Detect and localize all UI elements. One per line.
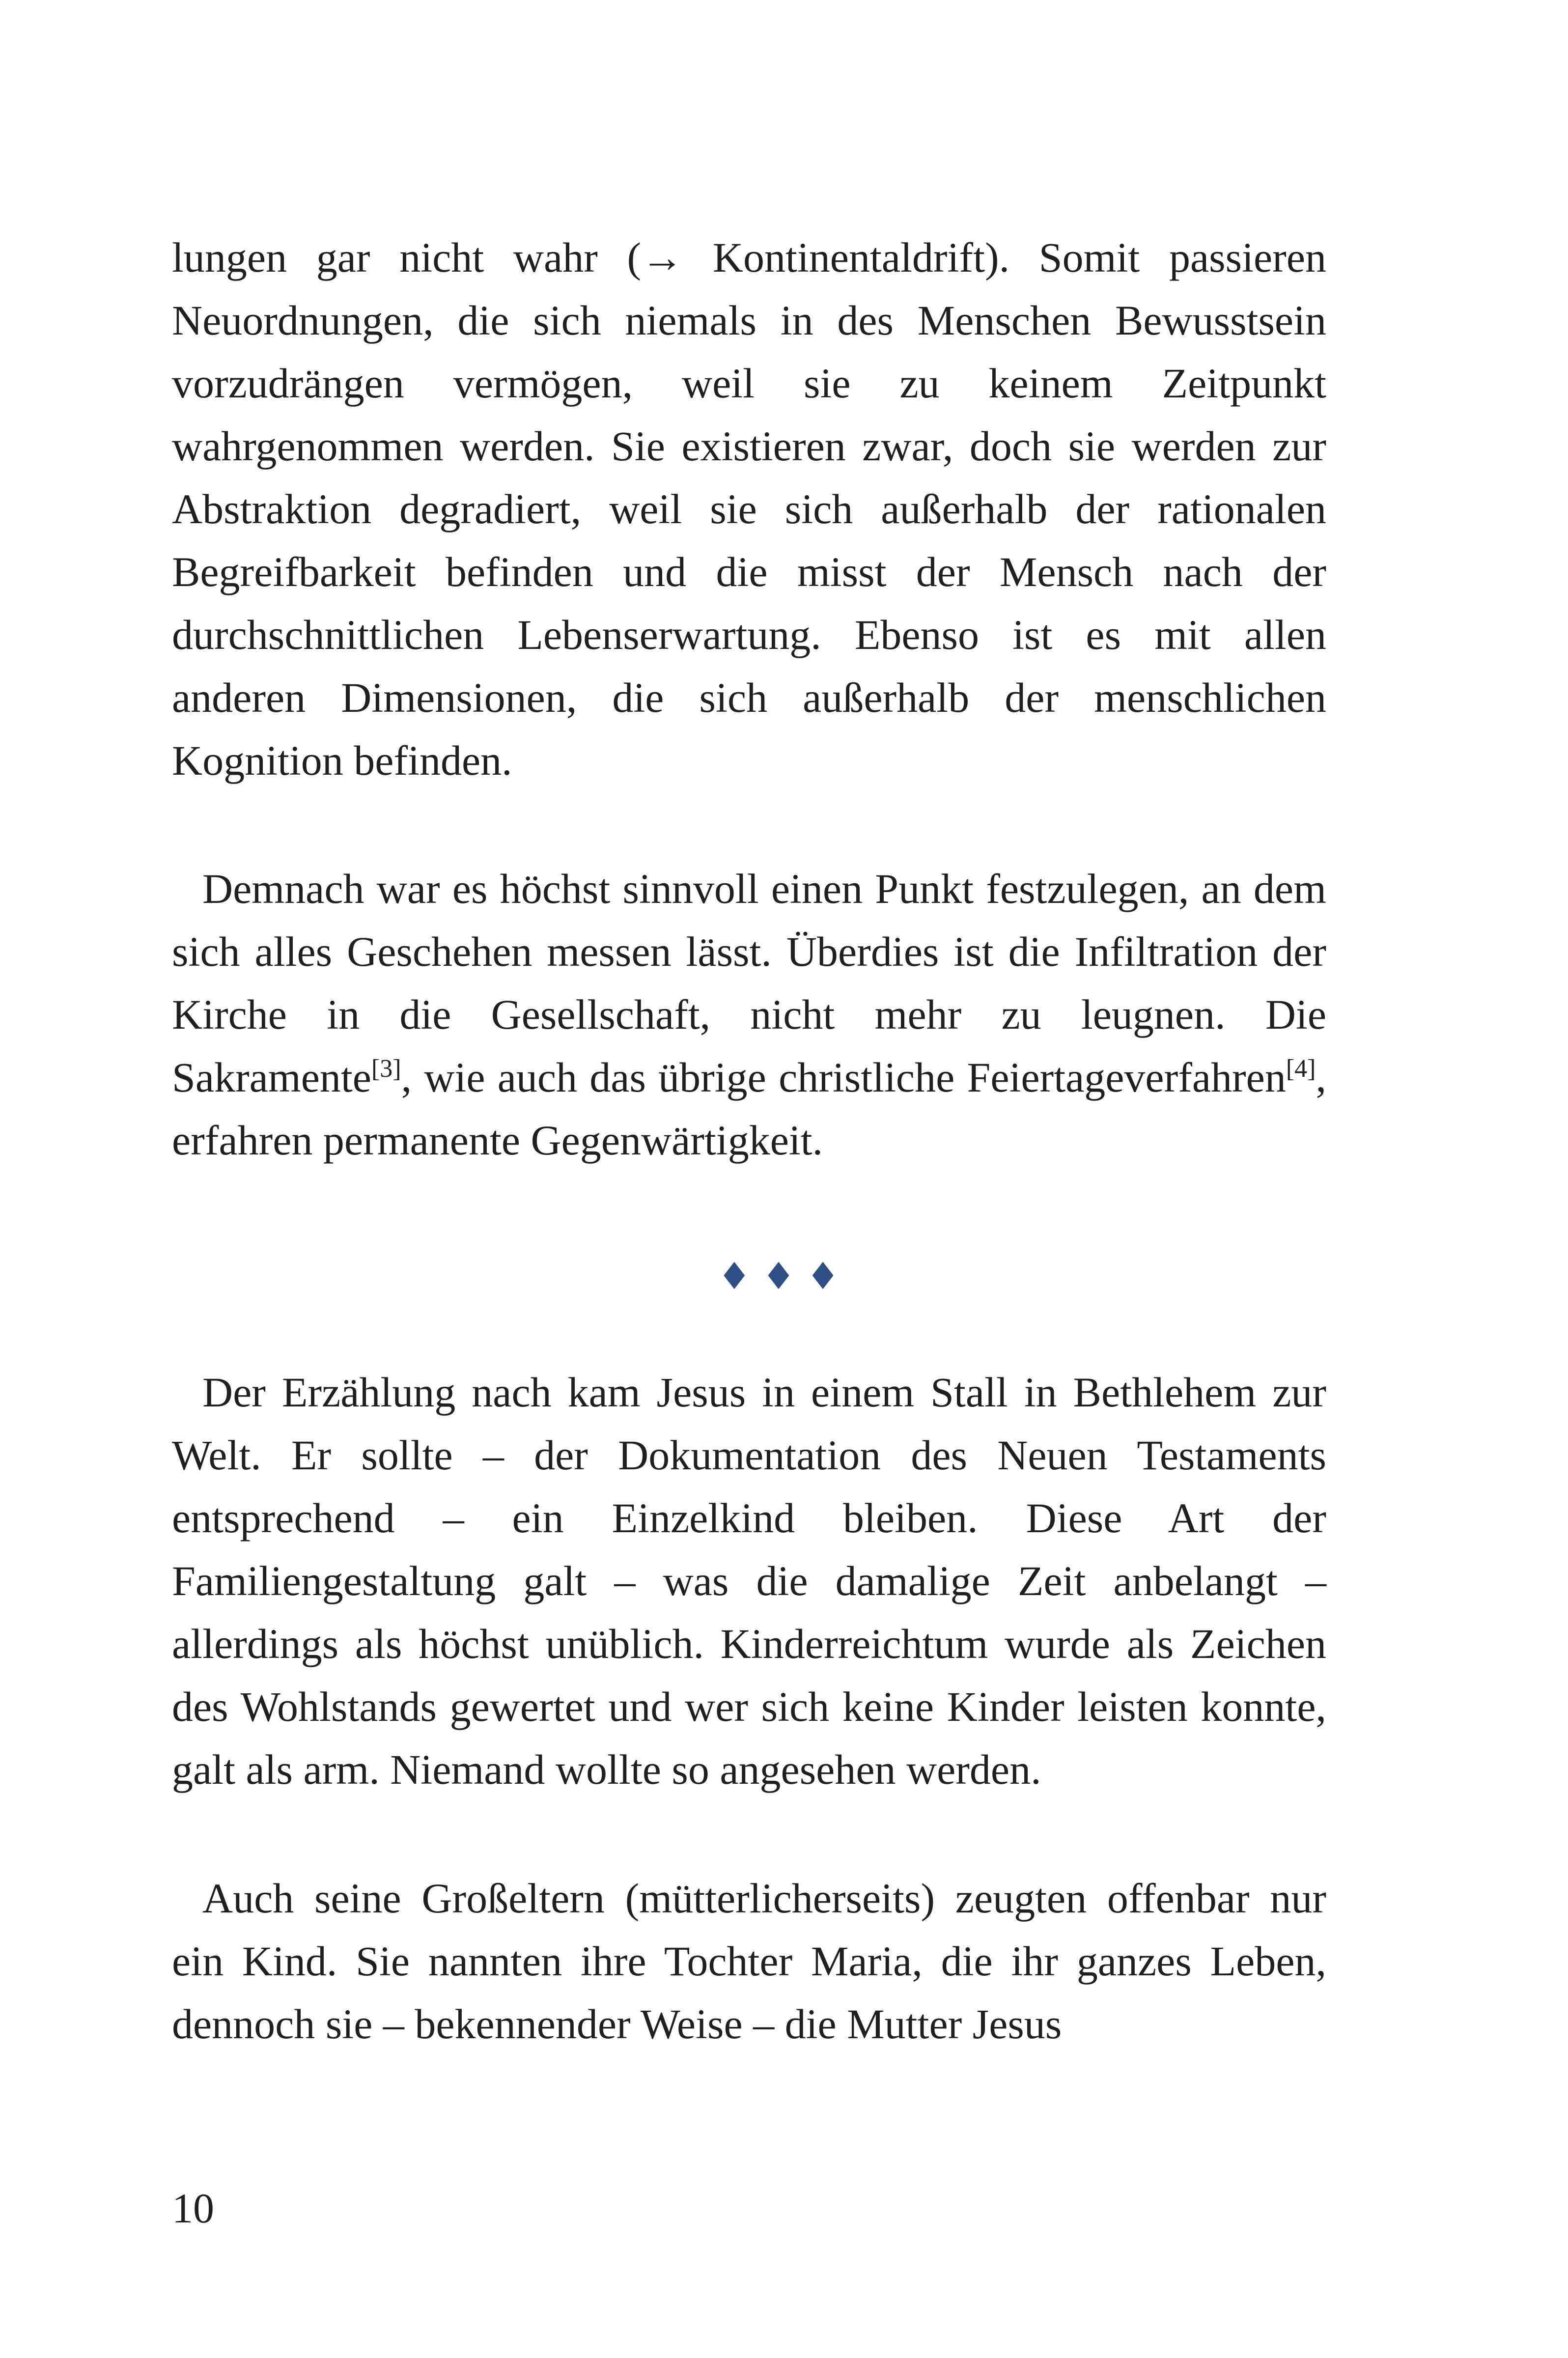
page-number: 10: [172, 2185, 214, 2232]
paragraph-3: [172, 1361, 1326, 1801]
paragraph-2-part3: , erfahren permanente Gegenwärtigkeit.: [172, 1054, 1326, 1164]
paragraph-3-text: Der Erzählung nach kam Jesus in einem Stall in Bethlehem zur Welt. Er sollte – der Dokumentation des Neuen Testaments entsprechend – ein Einzelkind bleiben. Diese Art der Familiengestaltung galt – was die damalige Zeit anbelangt – allerdings als höchst unüblich. Kinderreichtum wurde als Zeichen des Wohlstands gewertet und wer sich keine Kinder leisten konnte, galt als arm. Niemand wollte so angesehen werden.: [172, 1369, 1326, 1793]
section-break-ornament: ♦♦♦: [717, 1254, 851, 1298]
paragraph-4-text: Auch seine Großeltern (mütterlicherseits) zeugten offenbar nur ein Kind. Sie nannten ihre Tochter Maria, die ihr ganzes Leben, dennoch sie – bekennender Weise – die Mutter Jesus: [172, 1875, 1326, 2048]
paragraph-4: [172, 1867, 1326, 2055]
paragraph-2-text: [172, 857, 1326, 1172]
footnote-4-marker[interactable]: [4]: [1286, 1055, 1316, 1083]
paragraph-1-text: lungen gar nicht wahr (→ Kontinentaldrift). Somit passieren Neuordnungen, die sich niemals in des Menschen Bewusstsein vorzudrängen vermögen, weil sie zu keinem Zeitpunkt wahrgenommen werden. Sie existieren zwar, doch sie werden zur Abstraktion degradiert, weil sie sich außerhalb der rationalen Begreifbarkeit befinden und die misst der Mensch nach der durchschnittlichen Lebenserwartung. Ebenso ist es mit allen anderen Dimensionen, die sich außerhalb der menschlichen Kognition befinden.: [172, 234, 1326, 784]
paragraph-2-part1: Demnach war es höchst sinnvoll einen Punkt festzulegen, an dem sich alles Geschehen messen lässt. Überdies ist die Infiltration der Kirche in die Gesellschaft, nicht mehr zu leugnen. Die Sakramente: [172, 865, 1326, 1101]
paragraph-2: [172, 857, 1326, 1172]
footnote-3-marker[interactable]: [3]: [371, 1055, 401, 1083]
paragraph-2-part2: , wie auch das übrige christliche Feiertageverfahren: [401, 1054, 1286, 1101]
paragraph-1: [172, 226, 1326, 792]
